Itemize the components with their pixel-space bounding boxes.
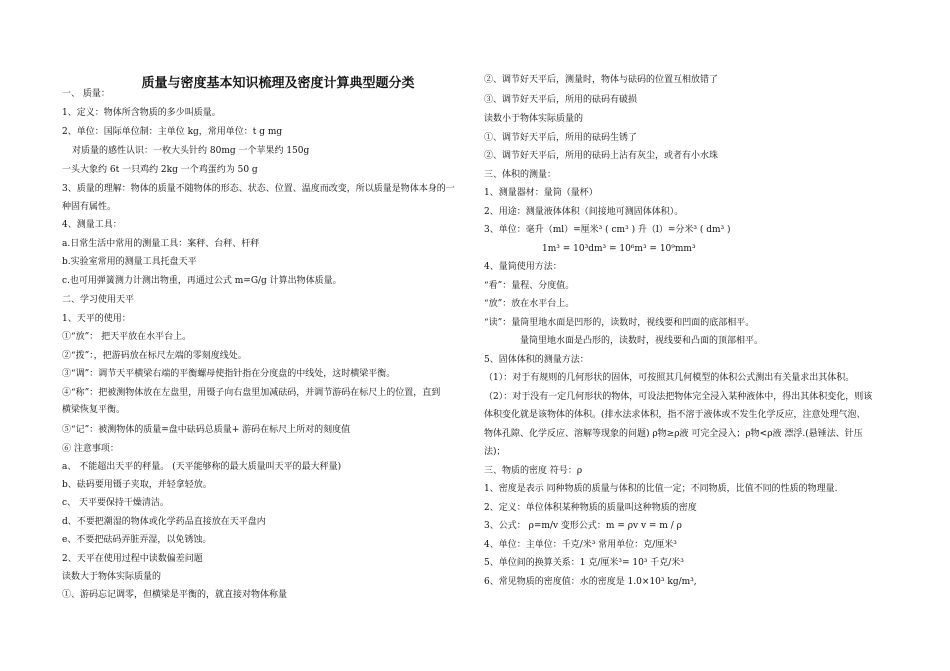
text-line: b.实验室常用的测量工具托盘天平	[62, 257, 197, 267]
text-line: 物体孔隙、化学反应、溶解等现象的问题) ρ物≥ρ液 可完全浸入；ρ物<ρ液 漂浮.(悬锤法、针压	[484, 429, 863, 439]
text-line: 3、公式： ρ=m/v 变形公式：m = ρv v = m / ρ	[484, 521, 682, 531]
text-line: 2、单位：国际单位制：主单位 kg，常用单位：t g mg	[62, 127, 283, 137]
text-line: 2、定义：单位体积某种物质的质量叫这种物质的密度	[484, 503, 697, 513]
text-line: “读”：量筒里地水面是凹形的，读数时，视线要和凹面的底部相平。	[484, 318, 755, 328]
text-line: 三、物质的密度 符号：ρ	[484, 466, 583, 476]
text-line: a.日常生活中常用的测量工具：案秤、台秤、杆秤	[62, 239, 260, 249]
text-line: 4、量筒使用方法：	[484, 262, 562, 272]
text-line: ②“拨”：，把游码放在标尺左端的零刻度线处。	[62, 351, 247, 361]
text-line: c.也可用弹簧测力计测出物重，再通过公式 m=G/g 计算出物体质量。	[62, 276, 342, 286]
text-line: e、不要把砝码弄脏弄湿，以免锈蚀。	[62, 535, 212, 545]
text-line: 1m³ = 10³dm³ = 10⁶m³ = 10⁹mm³	[542, 244, 696, 254]
text-line: 1、测量器材：量筒（量杯）	[484, 188, 598, 198]
text-line: 量筒里地水面是凸形的，读数时，视线要和凸面的顶部相平。	[520, 336, 764, 346]
text-line: “看”：量程、分度值。	[484, 281, 575, 291]
text-line: 1、定义：物体所含物质的多少叫质量。	[62, 108, 221, 118]
text-line: 3、质量的理解：物体的质量不随物体的形态、状态、位置、温度而改变，所以质量是物体本身的一	[62, 184, 455, 194]
text-line: 5、固体体积的测量方法：	[484, 355, 589, 365]
text-line: 三、体积的测量：	[484, 170, 557, 180]
text-line: 1、天平的使用：	[62, 314, 131, 324]
text-line: ⑤“记”：被测物体的质量=盘中砝码总质量+ 游码在标尺上所对的刻度值	[62, 425, 351, 435]
text-line: ①、调节好天平后，所用的砝码生锈了	[484, 133, 638, 143]
text-line: 对质量的感性认识：一枚大头针约 80mg 一个苹果约 150g	[72, 146, 310, 156]
text-line: ⑥ 注意事项：	[62, 444, 119, 454]
text-line: c、 天平要保持干燥清洁。	[62, 498, 169, 508]
text-line: 一头大象约 6t 一只鸡约 2kg 一个鸡蛋约为 50 g	[62, 165, 258, 175]
text-line: ④“称”：把被测物体放在左盘里，用镊子向右盘里加减砝码，并调节游码在标尺上的位置，直到	[62, 388, 441, 398]
page-title: 质量与密度基本知识梳理及密度计算典型题分类	[141, 76, 415, 91]
text-line: “放”：放在水平台上。	[484, 299, 575, 309]
text-line: （2）：对于没有一定几何形状的物体，可设法把物体完全浸入某种液体中，得出其体积变化，则该	[484, 392, 873, 402]
text-line: 法)；	[484, 447, 506, 457]
text-line: a、 不能超出天平的秤量。 (天平能够称的最大质量叫天平的最大秤量)	[62, 462, 342, 472]
text-line: （1）：对于有规则的几何形状的固体，可按照其几何模型的体积公式测出有关量求出其体积。	[484, 373, 855, 383]
text-line: d、不要把潮湿的物体或化学药品直接放在天平盘内	[62, 517, 266, 527]
text-line: b、砝码要用镊子夹取，并轻拿轻放。	[62, 480, 212, 490]
text-line: 4、测量工具：	[62, 220, 122, 230]
text-line: 2、用途：测量液体体积（间接地可测固体体积）。	[484, 207, 684, 217]
text-line: ①、游码忘记调零，但横梁是平衡的，就直接对物体称量	[62, 590, 288, 600]
text-line: 1、密度是表示 同种物质的质量与体积的比值一定；不同物质，比值不同的性质的物理量.	[484, 484, 838, 494]
text-line: 横梁恢复平衡。	[62, 405, 126, 415]
text-line: 4、单位：主单位：千克/米³ 常用单位：克/厘米³	[484, 540, 677, 550]
text-line: ②、调节好天平后，所用的砝码上沾有灰尘，或者有小水珠	[484, 151, 719, 161]
text-line: ③、调节好天平后，所用的砝码有破损	[484, 95, 638, 105]
text-line: 2、天平在使用过程中读数偏差问题	[62, 554, 203, 564]
text-line: 二、学习使用天平	[62, 295, 135, 305]
text-line: 读数大于物体实际质量的	[62, 572, 162, 582]
text-line: 种固有属性。	[62, 202, 117, 212]
text-line: 读数小于物体实际质量的	[484, 114, 584, 124]
text-line: ①“放”： 把天平放在水平台上。	[62, 332, 192, 342]
text-line: ③“调”：调节天平横梁右端的平衡螺母使指针指在分度盘的中线处，这时横梁平衡。	[62, 369, 396, 379]
text-line: 6、常见物质的密度值：水的密度是 1.0×10³ kg/m³,	[484, 577, 697, 587]
text-line: 体积变化就是该物体的体积。(排水法求体积，指不溶于液体或不发生化学反应，注意处理气泡、	[484, 410, 866, 420]
text-line: 3、单位：毫升（ml）=厘米³ ( cm³ ) 升（l）=分米³ ( dm³ )	[484, 225, 731, 235]
text-line: ②、调节好天平后，测量时，物体与砝码的位置互相放错了	[484, 75, 719, 85]
text-line: 一、 质量：	[62, 89, 110, 99]
text-line: 5、单位间的换算关系：1 克/厘米³= 10³ 千克/米³	[484, 558, 684, 568]
